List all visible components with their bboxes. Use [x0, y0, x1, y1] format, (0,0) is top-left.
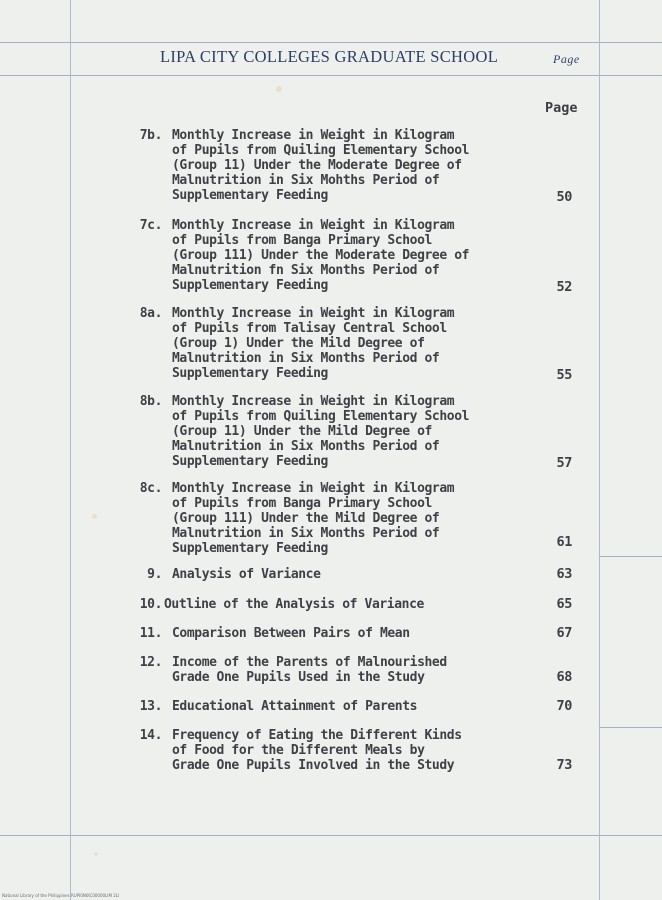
entry-page: 50 — [556, 189, 572, 205]
entry-number: 13. — [139, 699, 162, 714]
entry-page: 55 — [556, 367, 572, 383]
entry-title: Monthly Increase in Weight in Kilogram of Pupils from Banga Primary School (Group 111) Under the Moderate Degree of Malnutrition fn Six Months Period of Supplementary Feeding — [172, 218, 470, 293]
header-page-label: Page — [553, 52, 580, 66]
entry-title: Monthly Increase in Weight in Kilogram of Pupils from Banga Primary School (Group 111) Under the Mild Degree of Malnutrition in Six Months Period of Supplementary Feeding — [172, 481, 455, 556]
entry-number: 9. — [147, 567, 162, 582]
paper-stain — [276, 86, 282, 92]
scan-footer-note: National Library of the Philippines RUPI0N0IC00000LIM 2LI — [2, 893, 120, 898]
entry-page: 67 — [556, 625, 572, 641]
rule-right-tick-2 — [599, 727, 662, 728]
rule-margin-left — [70, 0, 71, 900]
entry-title: Income of the Parents of Malnourished Grade One Pupils Used in the Study — [172, 655, 447, 685]
entry-page: 73 — [556, 757, 572, 773]
entry-number: 7c. — [139, 218, 162, 233]
entry-title: Monthly Increase in Weight in Kilogram of Pupils from Quiling Elementary School (Group 11) Under the Mild Degree of Malnutrition in Six Months Period of Supplementary Feeding — [172, 394, 470, 469]
entry-page: 52 — [556, 279, 572, 295]
entry-page: 65 — [556, 596, 572, 612]
entry-title: Monthly Increase in Weight in Kilogram of Pupils from Quiling Elementary School (Group 11) Under the Moderate Degree of Malnutrition in Six Mohths Period of Supplementary Feeding — [172, 128, 470, 203]
paper-stain — [94, 852, 98, 856]
entry-number: 12. — [139, 655, 162, 670]
entry-number: 7b. — [139, 128, 162, 143]
entry-number: 11. — [139, 626, 162, 641]
entry-page: 68 — [556, 669, 572, 685]
entry-page: 63 — [556, 566, 572, 582]
paper-stain — [92, 514, 97, 519]
rule-top — [0, 42, 662, 43]
entry-title: Analysis of Variance — [172, 567, 321, 582]
entry-title: Monthly Increase in Weight in Kilogram of Pupils from Talisay Central School (Group 1) Under the Mild Degree of Malnutrition in Six Months Period of Supplementary Feeding — [172, 306, 455, 381]
entry-title: Frequency of Eating the Different Kinds of Food for the Different Meals by Grade One Pupils Involved in the Study — [172, 728, 462, 773]
entry-number: 8c. — [139, 481, 162, 496]
rule-bottom — [0, 835, 662, 836]
rule-right-tick-1 — [599, 556, 662, 557]
rule-margin-right — [599, 0, 600, 900]
entry-number: 8b. — [139, 394, 162, 409]
entry-title: Comparison Between Pairs of Mean — [172, 626, 410, 641]
entry-page: 57 — [556, 455, 572, 471]
entry-number: 10. — [139, 597, 162, 612]
entry-title: Outline of the Analysis of Variance — [164, 597, 424, 612]
entry-number: 8a. — [139, 306, 162, 321]
entry-page: 70 — [556, 698, 572, 714]
entry-page: 61 — [556, 534, 572, 550]
rule-header-bottom — [0, 75, 662, 76]
page-column-header: Page — [545, 100, 578, 116]
entry-title: Educational Attainment of Parents — [172, 699, 418, 714]
entry-number: 14. — [139, 728, 162, 743]
page-title: LIPA CITY COLLEGES GRADUATE SCHOOL — [160, 47, 499, 66]
